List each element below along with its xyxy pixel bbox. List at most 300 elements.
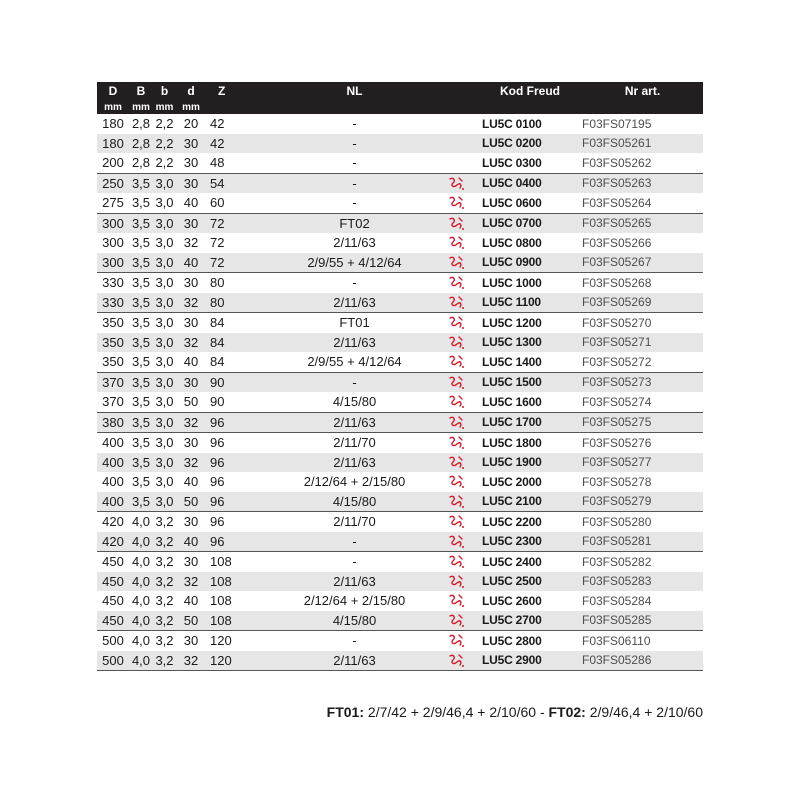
antivibration-slot-icon	[447, 533, 467, 548]
cell-B: 3,5	[129, 213, 153, 233]
table-row	[97, 492, 703, 512]
cell-B: 4,0	[129, 552, 153, 572]
cell-NL: 2/9/55 + 4/12/64	[274, 352, 435, 372]
cell-kod-freud: LU5C 0100	[478, 114, 582, 134]
cell-nr-art: F03FS05264	[582, 193, 703, 213]
unit-empty	[435, 100, 478, 114]
cell-nr-art: F03FS05286	[582, 651, 703, 671]
cell-NL: 2/12/64 + 2/15/80	[274, 591, 435, 611]
cell-B: 3,5	[129, 193, 153, 213]
cell-icon	[435, 193, 478, 213]
cell-D: 400	[97, 453, 129, 473]
cell-nr-art: F03FS05275	[582, 412, 703, 433]
cell-NL: FT01	[274, 313, 435, 333]
cell-D: 400	[97, 433, 129, 453]
table-row	[97, 472, 703, 492]
cell-b: 3,2	[153, 532, 176, 552]
table-row	[97, 173, 703, 193]
product-table-container	[97, 82, 703, 671]
cell-b: 3,0	[153, 173, 176, 193]
cell-Z: 42	[206, 114, 274, 134]
cell-B: 3,5	[129, 233, 153, 253]
cell-D: 500	[97, 631, 129, 651]
cell-Z: 120	[206, 651, 274, 671]
cell-Z: 96	[206, 433, 274, 453]
cell-NL: 2/12/64 + 2/15/80	[274, 472, 435, 492]
cell-icon	[435, 651, 478, 671]
cell-Z: 60	[206, 193, 274, 213]
table-row	[97, 651, 703, 671]
table-row	[97, 392, 703, 412]
cell-d: 32	[176, 233, 206, 253]
cell-B: 4,0	[129, 631, 153, 651]
cell-kod-freud: LU5C 0300	[478, 153, 582, 173]
antivibration-slot-icon	[447, 573, 467, 588]
cell-NL: -	[274, 532, 435, 552]
cell-B: 3,5	[129, 333, 153, 353]
cell-Z: 72	[206, 233, 274, 253]
cell-b: 3,0	[153, 453, 176, 473]
cell-d: 30	[176, 313, 206, 333]
cell-b: 2,2	[153, 153, 176, 173]
cell-B: 4,0	[129, 532, 153, 552]
cell-NL: 2/11/63	[274, 333, 435, 353]
cell-nr-art: F03FS05285	[582, 611, 703, 631]
cell-nr-art: F03FS05272	[582, 352, 703, 372]
cell-Z: 120	[206, 631, 274, 651]
cell-nr-art: F03FS05262	[582, 153, 703, 173]
cell-b: 2,2	[153, 134, 176, 154]
cell-D: 370	[97, 372, 129, 392]
cell-Z: 72	[206, 213, 274, 233]
antivibration-slot-icon	[447, 612, 467, 627]
cell-icon	[435, 453, 478, 473]
cell-icon	[435, 552, 478, 572]
cell-B: 3,5	[129, 453, 153, 473]
cell-b: 3,0	[153, 352, 176, 372]
cell-D: 180	[97, 114, 129, 134]
antivibration-slot-icon	[447, 234, 467, 249]
cell-NL: 2/11/63	[274, 453, 435, 473]
antivibration-slot-icon	[447, 652, 467, 667]
cell-D: 450	[97, 611, 129, 631]
footnote-ft02-value: 2/9/46,4 + 2/10/60	[585, 704, 703, 720]
cell-D: 380	[97, 412, 129, 433]
cell-b: 3,2	[153, 512, 176, 532]
footnote	[327, 704, 703, 720]
cell-B: 4,0	[129, 572, 153, 592]
unit-b: mm	[153, 100, 176, 114]
cell-B: 3,5	[129, 352, 153, 372]
cell-d: 30	[176, 433, 206, 453]
cell-NL: -	[274, 193, 435, 213]
cell-kod-freud: LU5C 0700	[478, 213, 582, 233]
cell-nr-art: F03FS05273	[582, 372, 703, 392]
cell-kod-freud: LU5C 1400	[478, 352, 582, 372]
cell-Z: 96	[206, 512, 274, 532]
cell-icon	[435, 153, 478, 173]
table-row	[97, 591, 703, 611]
cell-b: 3,0	[153, 492, 176, 512]
cell-kod-freud: LU5C 1000	[478, 273, 582, 293]
cell-kod-freud: LU5C 0600	[478, 193, 582, 213]
cell-Z: 84	[206, 352, 274, 372]
cell-B: 3,5	[129, 253, 153, 273]
cell-D: 420	[97, 512, 129, 532]
cell-d: 30	[176, 153, 206, 173]
cell-Z: 108	[206, 591, 274, 611]
cell-nr-art: F03FS05261	[582, 134, 703, 154]
cell-nr-art: F03FS05274	[582, 392, 703, 412]
cell-B: 3,5	[129, 273, 153, 293]
antivibration-slot-icon	[447, 553, 467, 568]
cell-icon	[435, 392, 478, 412]
cell-B: 2,8	[129, 134, 153, 154]
cell-D: 275	[97, 193, 129, 213]
cell-kod-freud: LU5C 0200	[478, 134, 582, 154]
cell-Z: 90	[206, 392, 274, 412]
cell-b: 3,0	[153, 233, 176, 253]
cell-nr-art: F03FS05276	[582, 433, 703, 453]
cell-NL: 4/15/80	[274, 492, 435, 512]
cell-D: 350	[97, 333, 129, 353]
cell-kod-freud: LU5C 1600	[478, 392, 582, 412]
table-row	[97, 313, 703, 333]
cell-b: 3,0	[153, 293, 176, 313]
cell-icon	[435, 572, 478, 592]
cell-D: 350	[97, 352, 129, 372]
cell-kod-freud: LU5C 0900	[478, 253, 582, 273]
cell-d: 50	[176, 392, 206, 412]
cell-Z: 80	[206, 293, 274, 313]
cell-D: 300	[97, 233, 129, 253]
cell-b: 3,0	[153, 372, 176, 392]
cell-nr-art: F03FS05265	[582, 213, 703, 233]
cell-D: 200	[97, 153, 129, 173]
cell-nr-art: F03FS05277	[582, 453, 703, 473]
cell-nr-art: F03FS05280	[582, 512, 703, 532]
header-icon	[435, 82, 478, 100]
antivibration-slot-icon	[447, 314, 467, 329]
unit-d: mm	[176, 100, 206, 114]
cell-icon	[435, 293, 478, 313]
table-row	[97, 372, 703, 392]
cell-Z: 108	[206, 572, 274, 592]
cell-b: 3,2	[153, 572, 176, 592]
cell-d: 30	[176, 631, 206, 651]
cell-kod-freud: LU5C 1900	[478, 453, 582, 473]
cell-nr-art: F03FS05270	[582, 313, 703, 333]
cell-b: 3,0	[153, 193, 176, 213]
cell-kod-freud: LU5C 1700	[478, 412, 582, 433]
cell-B: 2,8	[129, 114, 153, 134]
cell-d: 32	[176, 333, 206, 353]
cell-b: 3,0	[153, 273, 176, 293]
cell-kod-freud: LU5C 2000	[478, 472, 582, 492]
cell-D: 420	[97, 532, 129, 552]
cell-B: 3,5	[129, 313, 153, 333]
cell-b: 3,2	[153, 611, 176, 631]
cell-icon	[435, 611, 478, 631]
table-row	[97, 153, 703, 173]
antivibration-slot-icon	[447, 473, 467, 488]
table-row	[97, 572, 703, 592]
cell-Z: 42	[206, 134, 274, 154]
cell-D: 450	[97, 591, 129, 611]
footnote-ft01-label: FT01:	[326, 704, 365, 720]
table-row	[97, 433, 703, 453]
footnote-ft02-label: FT02:	[548, 704, 586, 720]
cell-b: 3,0	[153, 253, 176, 273]
cell-d: 30	[176, 134, 206, 154]
antivibration-slot-icon	[447, 414, 467, 429]
cell-b: 3,0	[153, 472, 176, 492]
header-d: d	[176, 82, 206, 100]
cell-D: 300	[97, 253, 129, 273]
cell-B: 4,0	[129, 651, 153, 671]
antivibration-slot-icon	[447, 353, 467, 368]
cell-D: 370	[97, 392, 129, 412]
cell-d: 40	[176, 532, 206, 552]
cell-b: 3,0	[153, 433, 176, 453]
cell-icon	[435, 591, 478, 611]
cell-NL: -	[274, 134, 435, 154]
cell-B: 4,0	[129, 591, 153, 611]
cell-icon	[435, 273, 478, 293]
cell-b: 3,0	[153, 313, 176, 333]
cell-kod-freud: LU5C 1500	[478, 372, 582, 392]
unit-empty	[206, 100, 274, 114]
cell-Z: 84	[206, 313, 274, 333]
cell-nr-art: F03FS05266	[582, 233, 703, 253]
cell-NL: FT02	[274, 213, 435, 233]
table-row	[97, 611, 703, 631]
cell-icon	[435, 253, 478, 273]
cell-d: 20	[176, 114, 206, 134]
table-row	[97, 193, 703, 213]
cell-NL: -	[274, 372, 435, 392]
cell-Z: 54	[206, 173, 274, 193]
header-kod-freud: Kod Freud	[478, 82, 582, 100]
cell-d: 40	[176, 193, 206, 213]
cell-icon	[435, 372, 478, 392]
unit-D: mm	[97, 100, 129, 114]
cell-NL: 2/11/70	[274, 433, 435, 453]
cell-D: 450	[97, 552, 129, 572]
cell-icon	[435, 114, 478, 134]
cell-nr-art: F03FS05279	[582, 492, 703, 512]
cell-icon	[435, 412, 478, 433]
cell-b: 3,2	[153, 631, 176, 651]
table-row	[97, 512, 703, 532]
cell-D: 330	[97, 293, 129, 313]
footnote-ft01-value: 2/7/42 + 2/9/46,4 + 2/10/60 -	[364, 704, 549, 720]
cell-d: 40	[176, 472, 206, 492]
antivibration-slot-icon	[447, 493, 467, 508]
antivibration-slot-icon	[447, 454, 467, 469]
antivibration-slot-icon	[447, 393, 467, 408]
cell-nr-art: F03FS05281	[582, 532, 703, 552]
table-row	[97, 293, 703, 313]
cell-d: 40	[176, 253, 206, 273]
cell-nr-art: F03FS05278	[582, 472, 703, 492]
cell-B: 3,5	[129, 173, 153, 193]
cell-nr-art: F03FS05268	[582, 273, 703, 293]
cell-d: 30	[176, 372, 206, 392]
cell-D: 300	[97, 213, 129, 233]
cell-B: 3,5	[129, 372, 153, 392]
cell-d: 30	[176, 273, 206, 293]
cell-icon	[435, 134, 478, 154]
antivibration-slot-icon	[447, 632, 467, 647]
cell-B: 3,5	[129, 472, 153, 492]
cell-Z: 96	[206, 492, 274, 512]
cell-NL: 2/11/63	[274, 293, 435, 313]
cell-NL: -	[274, 153, 435, 173]
cell-d: 30	[176, 552, 206, 572]
unit-empty	[274, 100, 435, 114]
header-Z: Z	[206, 82, 274, 100]
cell-nr-art: F03FS05282	[582, 552, 703, 572]
cell-Z: 108	[206, 611, 274, 631]
cell-b: 2,2	[153, 114, 176, 134]
cell-D: 450	[97, 572, 129, 592]
cell-icon	[435, 233, 478, 253]
cell-Z: 90	[206, 372, 274, 392]
cell-B: 3,5	[129, 392, 153, 412]
cell-NL: 4/15/80	[274, 611, 435, 631]
cell-NL: 2/11/63	[274, 233, 435, 253]
cell-icon	[435, 631, 478, 651]
cell-D: 180	[97, 134, 129, 154]
cell-Z: 96	[206, 412, 274, 433]
cell-D: 400	[97, 492, 129, 512]
cell-D: 400	[97, 472, 129, 492]
cell-kod-freud: LU5C 1200	[478, 313, 582, 333]
cell-nr-art: F03FS05263	[582, 173, 703, 193]
cell-kod-freud: LU5C 2100	[478, 492, 582, 512]
cell-Z: 80	[206, 273, 274, 293]
cell-Z: 96	[206, 472, 274, 492]
cell-d: 50	[176, 492, 206, 512]
cell-NL: -	[274, 631, 435, 651]
cell-NL: 2/11/63	[274, 412, 435, 433]
cell-B: 4,0	[129, 512, 153, 532]
cell-NL: 2/11/70	[274, 512, 435, 532]
table-row	[97, 453, 703, 473]
table-row	[97, 273, 703, 293]
cell-d: 50	[176, 611, 206, 631]
header-B: B	[129, 82, 153, 100]
cell-d: 32	[176, 412, 206, 433]
table-row	[97, 552, 703, 572]
table-row	[97, 134, 703, 154]
table-body	[97, 114, 703, 671]
table-header	[97, 82, 703, 114]
cell-Z: 48	[206, 153, 274, 173]
cell-nr-art: F03FS05284	[582, 591, 703, 611]
table-row	[97, 631, 703, 651]
cell-nr-art: F03FS05269	[582, 293, 703, 313]
cell-kod-freud: LU5C 1100	[478, 293, 582, 313]
cell-b: 3,2	[153, 552, 176, 572]
cell-nr-art: F03FS05267	[582, 253, 703, 273]
unit-empty	[478, 100, 582, 114]
header-b: b	[153, 82, 176, 100]
cell-Z: 84	[206, 333, 274, 353]
cell-icon	[435, 472, 478, 492]
cell-NL: 2/11/63	[274, 572, 435, 592]
cell-NL: -	[274, 552, 435, 572]
antivibration-slot-icon	[447, 274, 467, 289]
table-row	[97, 253, 703, 273]
table-row	[97, 412, 703, 433]
cell-nr-art: F03FS05283	[582, 572, 703, 592]
antivibration-slot-icon	[447, 215, 467, 230]
cell-d: 40	[176, 591, 206, 611]
unit-empty	[582, 100, 703, 114]
cell-kod-freud: LU5C 2800	[478, 631, 582, 651]
cell-icon	[435, 173, 478, 193]
table-row	[97, 233, 703, 253]
cell-icon	[435, 512, 478, 532]
cell-icon	[435, 213, 478, 233]
cell-B: 4,0	[129, 611, 153, 631]
table-row	[97, 532, 703, 552]
cell-D: 250	[97, 173, 129, 193]
cell-kod-freud: LU5C 2300	[478, 532, 582, 552]
cell-d: 32	[176, 651, 206, 671]
cell-B: 3,5	[129, 293, 153, 313]
cell-kod-freud: LU5C 0800	[478, 233, 582, 253]
header-nr-art: Nr art.	[582, 82, 703, 100]
cell-b: 3,0	[153, 213, 176, 233]
cell-d: 40	[176, 352, 206, 372]
cell-d: 32	[176, 572, 206, 592]
cell-b: 3,0	[153, 412, 176, 433]
cell-NL: -	[274, 173, 435, 193]
antivibration-slot-icon	[447, 592, 467, 607]
antivibration-slot-icon	[447, 254, 467, 269]
cell-kod-freud: LU5C 0400	[478, 173, 582, 193]
cell-d: 32	[176, 293, 206, 313]
cell-d: 30	[176, 213, 206, 233]
antivibration-slot-icon	[447, 513, 467, 528]
table-row	[97, 213, 703, 233]
cell-D: 350	[97, 313, 129, 333]
cell-b: 3,2	[153, 651, 176, 671]
cell-icon	[435, 433, 478, 453]
product-table	[97, 82, 703, 671]
antivibration-slot-icon	[447, 434, 467, 449]
cell-d: 32	[176, 453, 206, 473]
cell-d: 30	[176, 173, 206, 193]
cell-NL: -	[274, 114, 435, 134]
header-NL: NL	[274, 82, 435, 100]
cell-b: 3,2	[153, 591, 176, 611]
cell-kod-freud: LU5C 1300	[478, 333, 582, 353]
cell-b: 3,0	[153, 333, 176, 353]
antivibration-slot-icon	[447, 374, 467, 389]
antivibration-slot-icon	[447, 194, 467, 209]
cell-kod-freud: LU5C 2400	[478, 552, 582, 572]
cell-kod-freud: LU5C 2900	[478, 651, 582, 671]
cell-Z: 108	[206, 552, 274, 572]
cell-NL: 2/11/63	[274, 651, 435, 671]
cell-D: 500	[97, 651, 129, 671]
cell-nr-art: F03FS06110	[582, 631, 703, 651]
cell-Z: 96	[206, 453, 274, 473]
